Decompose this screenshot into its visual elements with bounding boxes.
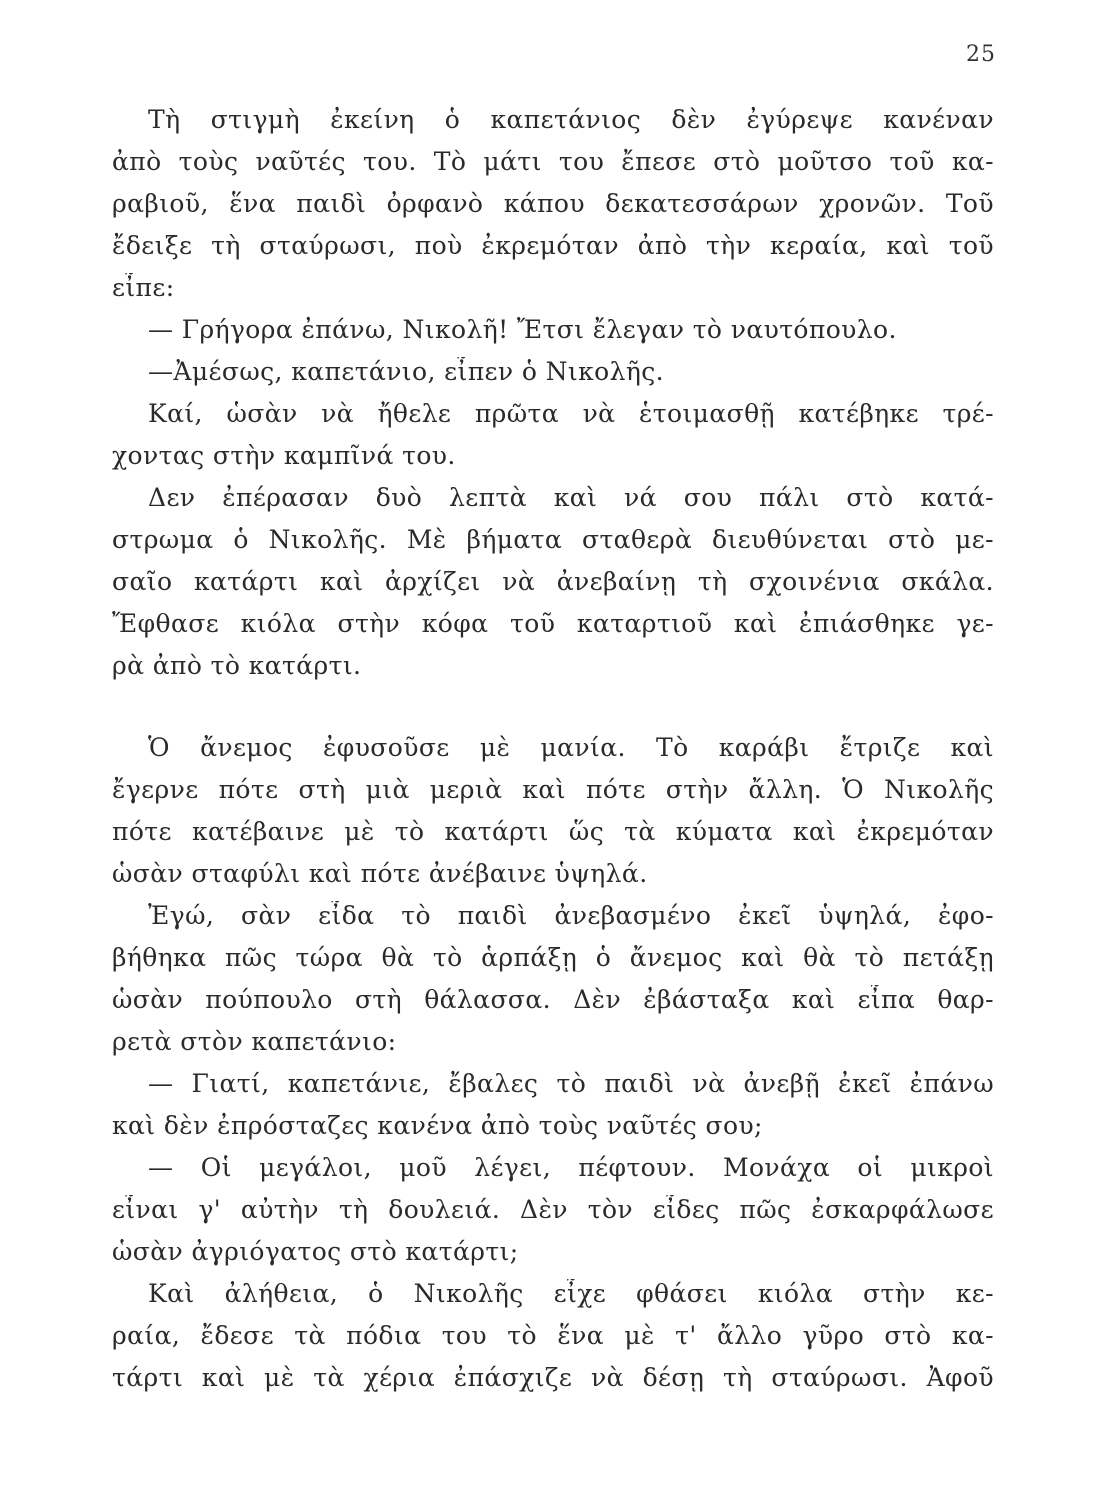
text-line: εἶπε: bbox=[112, 273, 175, 302]
text-line: ρὰ ἀπὸ τὸ κατάρτι. bbox=[112, 651, 362, 680]
text-line: καὶ δὲν ἐπρόσταζες κανένα ἀπὸ τοὺς ναῦτές σου; bbox=[112, 1111, 763, 1140]
text-line: Ἐγώ, σὰν εἶδα τὸ παιδὶ ἀνεβασμένο ἐκεῖ ὑψηλά, ἐφο- bbox=[148, 901, 994, 930]
text-line: Ὁ ἄνεμος ἐφυσοῦσε μὲ μανία. Τὸ καράβι ἔτριζε καὶ bbox=[148, 733, 994, 762]
page-number: 25 bbox=[966, 42, 996, 67]
text-line: βήθηκα πῶς τώρα θὰ τὸ ἁρπάξῃ ὁ ἄνεμος καὶ θὰ τὸ πετάξῃ bbox=[112, 943, 994, 972]
text-line: — Γιατί, καπετάνιε, ἔβαλες τὸ παιδὶ νὰ ἀνεβῇ ἐκεῖ ἐπάνω bbox=[148, 1069, 994, 1098]
text-line: Ἔφθασε κιόλα στὴν κόφα τοῦ καταρτιοῦ καὶ ἐπιάσθηκε γε- bbox=[112, 609, 994, 638]
text-line: Δεν ἐπέρασαν δυὸ λεπτὰ καὶ νά σου πάλι στὸ κατά- bbox=[148, 483, 994, 512]
text-line: πότε κατέβαινε μὲ τὸ κατάρτι ὥς τὰ κύματα καὶ ἐκρεμόταν bbox=[112, 817, 994, 846]
text-line: εἶναι γ' αὐτὴν τὴ δουλειά. Δὲν τὸν εἶδες πῶς ἐσκαρφάλωσε bbox=[112, 1195, 994, 1224]
text-line: ρετὰ στὸν καπετάνιο: bbox=[112, 1027, 397, 1056]
text-line: ὡσὰν ἀγριόγατος στὸ κατάρτι; bbox=[112, 1237, 519, 1266]
text-line: ἔγερνε πότε στὴ μιὰ μεριὰ καὶ πότε στὴν ἄλλη. Ὁ Νικολῆς bbox=[112, 775, 994, 804]
text-line: ἔδειξε τὴ σταύρωσι, ποὺ ἐκρεμόταν ἀπὸ τὴν κεραία, καὶ τοῦ bbox=[112, 231, 994, 260]
text-line: ραβιοῦ, ἕνα παιδὶ ὀρφανὸ κάπου δεκατεσσάρων χρονῶν. Τοῦ bbox=[112, 189, 994, 218]
text-line: ὡσὰν σταφύλι καὶ πότε ἀνέβαινε ὑψηλά. bbox=[112, 859, 648, 888]
text-line: ραία, ἔδεσε τὰ πόδια του τὸ ἕνα μὲ τ' ἄλλο γῦρο στὸ κα- bbox=[112, 1321, 994, 1350]
text-line: σαῖο κατάρτι καὶ ἀρχίζει νὰ ἀνεβαίνῃ τὴ σχοινένια σκάλα. bbox=[112, 567, 994, 596]
text-line: χοντας στὴν καμπῖνά του. bbox=[112, 441, 456, 470]
text-line: ὡσὰν πούπουλο στὴ θάλασσα. Δὲν ἐβάσταξα καὶ εἶπα θαρ- bbox=[112, 985, 994, 1014]
text-line: — Οἱ μεγάλοι, μοῦ λέγει, πέφτουν. Μονάχα οἱ μικροὶ bbox=[148, 1153, 994, 1182]
text-line: —Ἀμέσως, καπετάνιο, εἶπεν ὁ Νικολῆς. bbox=[148, 357, 664, 386]
text-line: — Γρήγορα ἐπάνω, Νικολῆ! Ἔτσι ἔλεγαν τὸ ναυτόπουλο. bbox=[148, 315, 897, 344]
text-line: Τὴ στιγμὴ ἐκείνη ὁ καπετάνιος δὲν ἐγύρεψε κανέναν bbox=[148, 105, 994, 134]
text-line: στρωμα ὁ Νικολῆς. Μὲ βήματα σταθερὰ διευθύνεται στὸ με- bbox=[112, 525, 994, 554]
text-line: ἀπὸ τοὺς ναῦτές του. Τὸ μάτι του ἔπεσε στὸ μοῦτσο τοῦ κα- bbox=[112, 147, 994, 176]
text-line: τάρτι καὶ μὲ τὰ χέρια ἐπάσχιζε νὰ δέσῃ τὴ σταύρωσι. Ἀφοῦ bbox=[112, 1363, 994, 1392]
text-line: Καὶ ἀλήθεια, ὁ Νικολῆς εἶχε φθάσει κιόλα στὴν κε- bbox=[148, 1279, 994, 1308]
text-line: Καί, ὡσὰν νὰ ἤθελε πρῶτα νὰ ἑτοιμασθῇ κατέβηκε τρέ- bbox=[148, 399, 994, 428]
